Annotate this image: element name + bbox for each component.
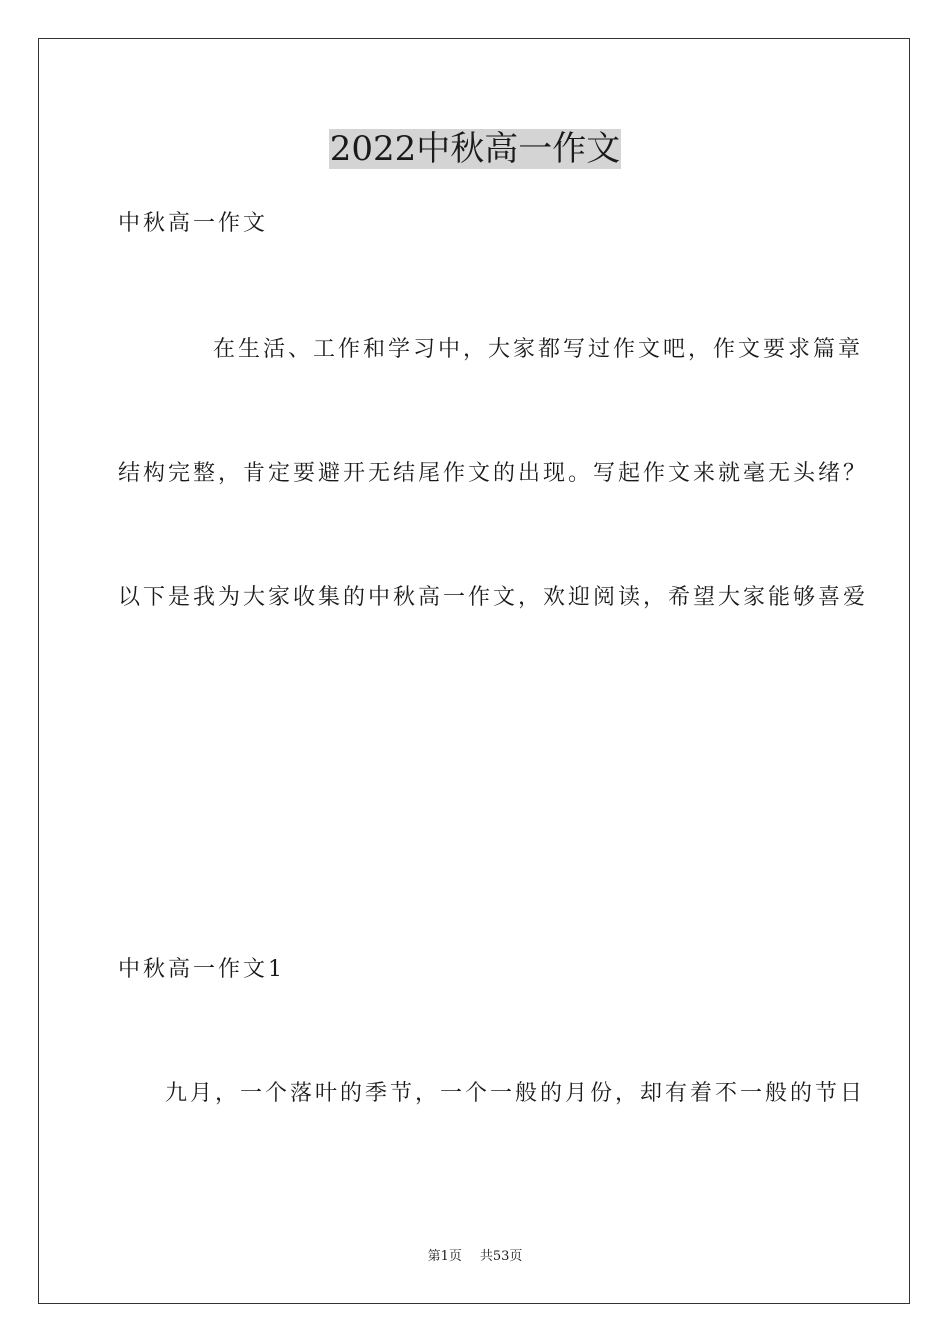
document-title-text: 2022中秋高一作文: [329, 129, 621, 169]
document-title: [0, 127, 950, 171]
page-footer: [0, 1248, 950, 1266]
section-heading: 中秋高一作文1: [118, 957, 285, 982]
section-paragraph-line-1: 九月，一个落叶的季节，一个一般的月份，却有着不一般的节日: [165, 1081, 866, 1106]
page-number-current: 第1页: [427, 1249, 462, 1264]
page-number-total: 共53页: [479, 1249, 523, 1264]
intro-paragraph-line-3: 以下是我为大家收集的中秋高一作文，欢迎阅读，希望大家能够喜爱: [118, 585, 869, 610]
document-subtitle: 中秋高一作文: [118, 211, 269, 236]
intro-paragraph-line-1: 在生活、工作和学习中，大家都写过作文吧，作文要求篇章: [213, 337, 864, 362]
intro-paragraph-line-2: 结构完整，肯定要避开无结尾作文的出现。写起作文来就毫无头绪？: [118, 461, 869, 486]
